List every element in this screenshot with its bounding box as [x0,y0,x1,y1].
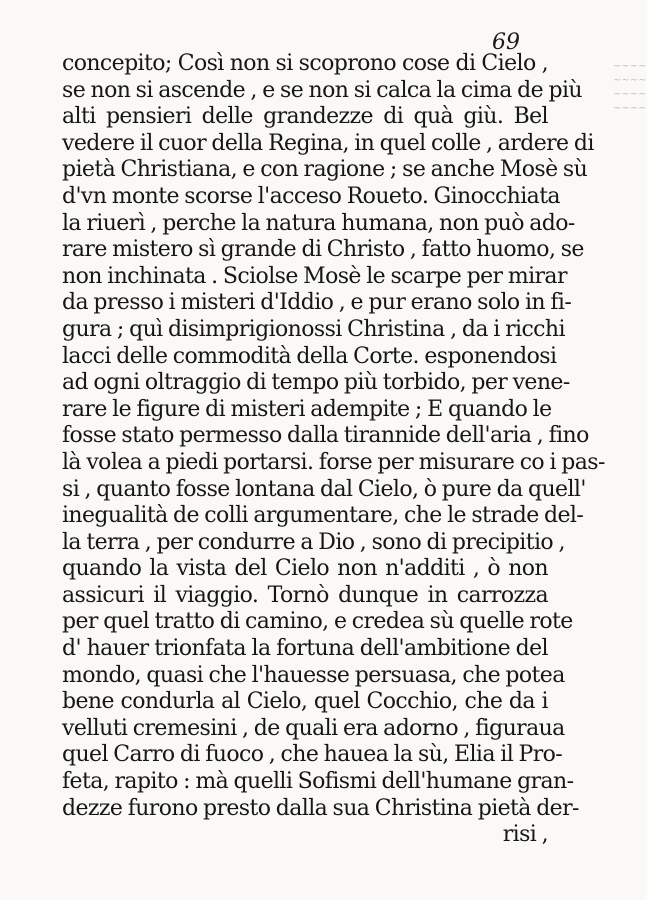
text-line: per quel tratto di camino, e credea sù quelle rote [62,609,573,635]
text-line: non inchinata . Sciolse Mosè le scarpe per mirar [62,263,567,289]
text-line: alti pensieri delle grandezze di quà giù. Bel [62,104,548,130]
text-line: ad ogni oltraggio di tempo più torbido, per vene- [62,370,570,396]
text-line: lacci delle commodità della Corte. esponendosi [62,343,557,369]
text-line: rare mistero sì grande di Christo , fatto huomo, se [62,237,584,263]
text-line: la terra , per condurre a Dio , sono di precipitio , [62,529,565,555]
text-line: vedere il cuor della Regina, in quel colle , ardere di [62,130,594,156]
text-line: d'vn monte scorse l'acceso Roueto. Ginocchiata [62,183,560,209]
text-line: concepito; Così non si scoprono cose di Cielo , [62,51,548,76]
text-line: d' hauer trionfata la fortuna dell'ambitione del [62,636,548,662]
text-line: assicuri il viaggio. Tornò dunque in carrozza [62,582,548,608]
text-line: bene condurla al Cielo, quel Cocchio, che da i [62,689,548,715]
text-line: quel Carro di fuoco , che hauea la sù, Elia il Pro- [62,742,563,768]
body-text [62,51,605,849]
text-line: velluti cremesini , de quali era adorno , figuraua [62,715,565,741]
text-line: la riuerì , perche la natura humana, non può ado- [62,210,575,236]
page-number: 69 [492,30,520,55]
text-line: risi , [502,822,548,848]
text-line: rare le figure di misteri adempite ; E quando le [62,396,552,422]
text-line: gura ; quì disimprigionossi Christina , da i ricchi [62,316,565,342]
text-line: se non si ascende , e se non si calca la cima de più [62,77,582,103]
text-line: pietà Christiana, e con ragione ; se anche Mosè sù [62,157,588,183]
text-line: quando la vista del Cielo non n'additi , ò non [62,556,548,582]
text-line: feta, rapito : mà quelli Sofismi dell'humane gran- [62,769,574,795]
text-line: mondo, quasi che l'hauesse persuasa, che potea [62,662,565,688]
bleed-through-text: ~~~~ ~~~~ ~~~~ ~~~~ [613,61,647,114]
text-line: da presso i misteri d'Iddio , e pur erano solo in fi- [62,290,572,316]
text-line: inegualità de colli argumentare, che le strade del- [62,503,584,529]
text-line: là volea a piedi portarsi. forse per misurare co i pas- [62,449,605,475]
text-line: fosse stato permesso dalla tirannide dell'aria , fino [62,423,589,449]
text-line: si , quanto fosse lontana dal Cielo, ò pure da quell' [62,476,586,502]
text-line: dezze furono presto dalla sua Christina pietà der- [62,795,579,821]
